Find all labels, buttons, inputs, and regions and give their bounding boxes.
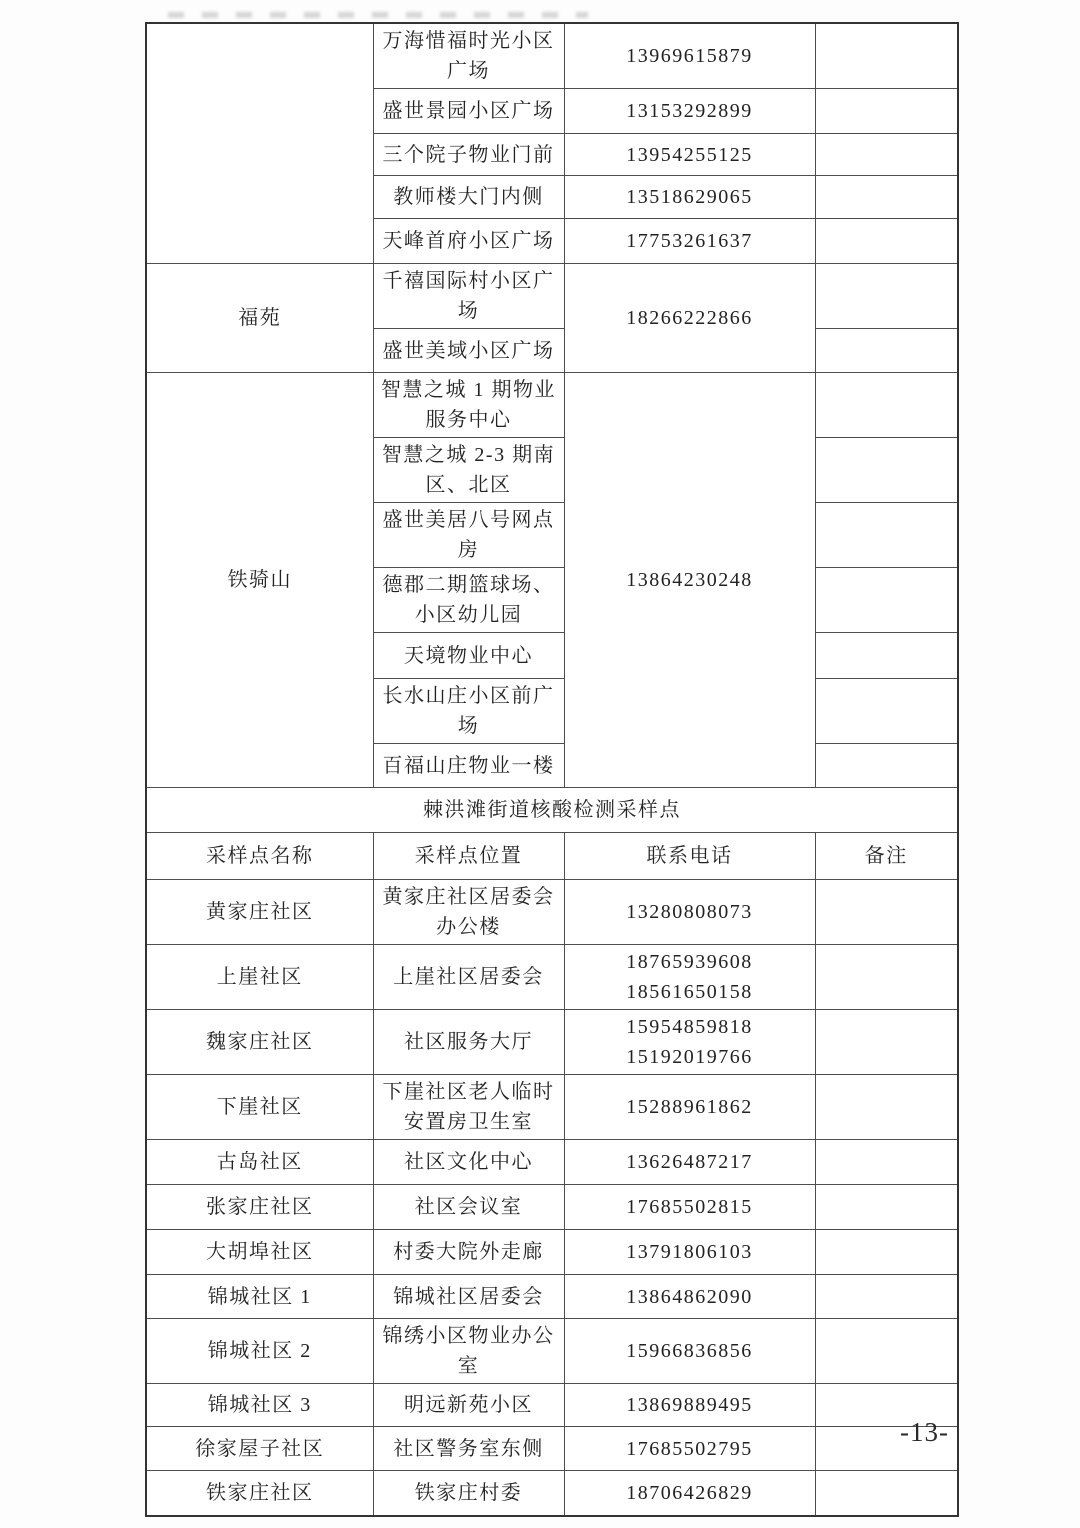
phone-cell [564, 945, 815, 1010]
location-cell: 锦绣小区物业办公室 [373, 1319, 564, 1384]
remark-cell [815, 744, 958, 788]
table-row [146, 1275, 958, 1319]
location-cell: 铁家庄村委 [373, 1471, 564, 1516]
location-cell: 社区警务室东侧 [373, 1427, 564, 1471]
name-cell: 锦城社区 2 [146, 1319, 373, 1384]
sampling-points-table [145, 22, 959, 1517]
phone-cell [564, 1427, 815, 1471]
remark-cell [815, 438, 958, 503]
table-row [146, 264, 958, 329]
name-cell: 徐家屋子社区 [146, 1427, 373, 1471]
location-cell: 智慧之城 2-3 期南区、北区 [373, 438, 564, 503]
phone-line: 13869889495 [626, 1394, 753, 1416]
table-row [146, 1075, 958, 1140]
phone-cell: 13954255125 [564, 134, 815, 176]
remark-cell [815, 945, 958, 1010]
remark-cell [815, 633, 958, 679]
district-name-cell: 福苑 [146, 264, 373, 373]
location-cell: 上崖社区居委会 [373, 945, 564, 1010]
table-row [146, 1185, 958, 1230]
location-cell: 村委大院外走廊 [373, 1230, 564, 1275]
remark-cell [815, 1471, 958, 1516]
district-name-cell: 铁骑山 [146, 373, 373, 788]
table-row [146, 373, 958, 438]
phone-cell [564, 1010, 815, 1075]
location-cell: 社区文化中心 [373, 1140, 564, 1185]
section-title-row [146, 788, 958, 833]
remark-cell [815, 373, 958, 438]
remark-cell [815, 679, 958, 744]
section-title: 棘洪滩街道核酸检测采样点 [146, 788, 958, 833]
phone-line: 15954859818 [626, 1016, 753, 1038]
location-cell: 智慧之城 1 期物业服务中心 [373, 373, 564, 438]
location-cell: 盛世美居八号网点房 [373, 503, 564, 568]
table-row [146, 1427, 958, 1471]
table-row [146, 945, 958, 1010]
location-cell: 长水山庄小区前广场 [373, 679, 564, 744]
phone-line: 15966836856 [626, 1340, 753, 1362]
location-cell: 天峰首府小区广场 [373, 219, 564, 264]
remark-cell [815, 23, 958, 89]
name-cell: 魏家庄社区 [146, 1010, 373, 1075]
phone-cell [564, 1384, 815, 1427]
header-name: 采样点名称 [146, 833, 373, 880]
phone-cell [564, 1185, 815, 1230]
location-cell: 下崖社区老人临时安置房卫生室 [373, 1075, 564, 1140]
phone-line: 15288961862 [626, 1096, 753, 1118]
location-cell: 社区服务大厅 [373, 1010, 564, 1075]
remark-cell [815, 1010, 958, 1075]
header-row [146, 833, 958, 880]
remark-cell [815, 1319, 958, 1384]
phone-line: 17685502795 [626, 1437, 753, 1460]
phone-line: 13280808073 [626, 901, 753, 923]
location-cell: 社区会议室 [373, 1185, 564, 1230]
location-cell: 三个院子物业门前 [373, 134, 564, 176]
location-cell: 千禧国际村小区广场 [373, 264, 564, 329]
remark-cell [815, 134, 958, 176]
page-number: -13- [900, 1417, 949, 1447]
remark-cell [815, 329, 958, 373]
phone-cell [564, 1319, 815, 1384]
phone-cell: 13969615879 [564, 23, 815, 89]
location-cell: 德郡二期篮球场、小区幼儿园 [373, 568, 564, 633]
name-cell: 下崖社区 [146, 1075, 373, 1140]
table-row [146, 1471, 958, 1516]
table-row [146, 1319, 958, 1384]
name-cell: 大胡埠社区 [146, 1230, 373, 1275]
remark-cell [815, 176, 958, 219]
name-cell: 锦城社区 1 [146, 1275, 373, 1319]
phone-cell [564, 1275, 815, 1319]
scan-artifact [168, 12, 588, 18]
location-cell: 教师楼大门内侧 [373, 176, 564, 219]
phone-cell: 13153292899 [564, 89, 815, 134]
remark-cell [815, 1140, 958, 1185]
phone-line: 13626487217 [626, 1151, 753, 1173]
phone-cell: 18266222866 [564, 264, 815, 373]
phone-cell: 13864230248 [564, 373, 815, 788]
table-row [146, 1230, 958, 1275]
phone-cell [564, 880, 815, 945]
phone-cell: 17753261637 [564, 219, 815, 264]
table-row [146, 23, 958, 89]
location-cell: 盛世美域小区广场 [373, 329, 564, 373]
name-cell: 古岛社区 [146, 1140, 373, 1185]
phone-cell [564, 1471, 815, 1516]
remark-cell [815, 1075, 958, 1140]
location-cell: 明远新苑小区 [373, 1384, 564, 1427]
remark-cell [815, 1230, 958, 1275]
remark-cell [815, 89, 958, 134]
remark-cell [815, 503, 958, 568]
header-location: 采样点位置 [373, 833, 564, 880]
location-cell: 盛世景园小区广场 [373, 89, 564, 134]
header-remark: 备注 [815, 833, 958, 880]
phone-line: 17685502815 [626, 1196, 753, 1218]
remark-cell [815, 568, 958, 633]
phone-line: 18706426829 [626, 1481, 753, 1504]
location-cell: 黄家庄社区居委会办公楼 [373, 880, 564, 945]
remark-cell [815, 219, 958, 264]
phone-line: 18561650158 [626, 981, 753, 1003]
location-cell: 锦城社区居委会 [373, 1275, 564, 1319]
table-row [146, 1384, 958, 1427]
phone-line: 18765939608 [626, 951, 753, 973]
table-row [146, 1140, 958, 1185]
location-cell: 万海惜福时光小区广场 [373, 23, 564, 89]
location-cell: 天境物业中心 [373, 633, 564, 679]
remark-cell [815, 1275, 958, 1319]
phone-line: 13864862090 [626, 1285, 753, 1308]
phone-cell [564, 1230, 815, 1275]
phone-cell [564, 1140, 815, 1185]
name-cell: 张家庄社区 [146, 1185, 373, 1230]
remark-cell [815, 1185, 958, 1230]
name-cell: 上崖社区 [146, 945, 373, 1010]
phone-cell [564, 1075, 815, 1140]
phone-cell: 13518629065 [564, 176, 815, 219]
location-cell: 百福山庄物业一楼 [373, 744, 564, 788]
name-cell: 锦城社区 3 [146, 1384, 373, 1427]
remark-cell [815, 880, 958, 945]
phone-line: 13791806103 [626, 1241, 753, 1263]
district-name-cell [146, 23, 373, 264]
table-row [146, 880, 958, 945]
table-row [146, 1010, 958, 1075]
remark-cell [815, 264, 958, 329]
name-cell: 黄家庄社区 [146, 880, 373, 945]
name-cell: 铁家庄社区 [146, 1471, 373, 1516]
phone-line: 15192019766 [626, 1046, 753, 1068]
header-phone: 联系电话 [564, 833, 815, 880]
